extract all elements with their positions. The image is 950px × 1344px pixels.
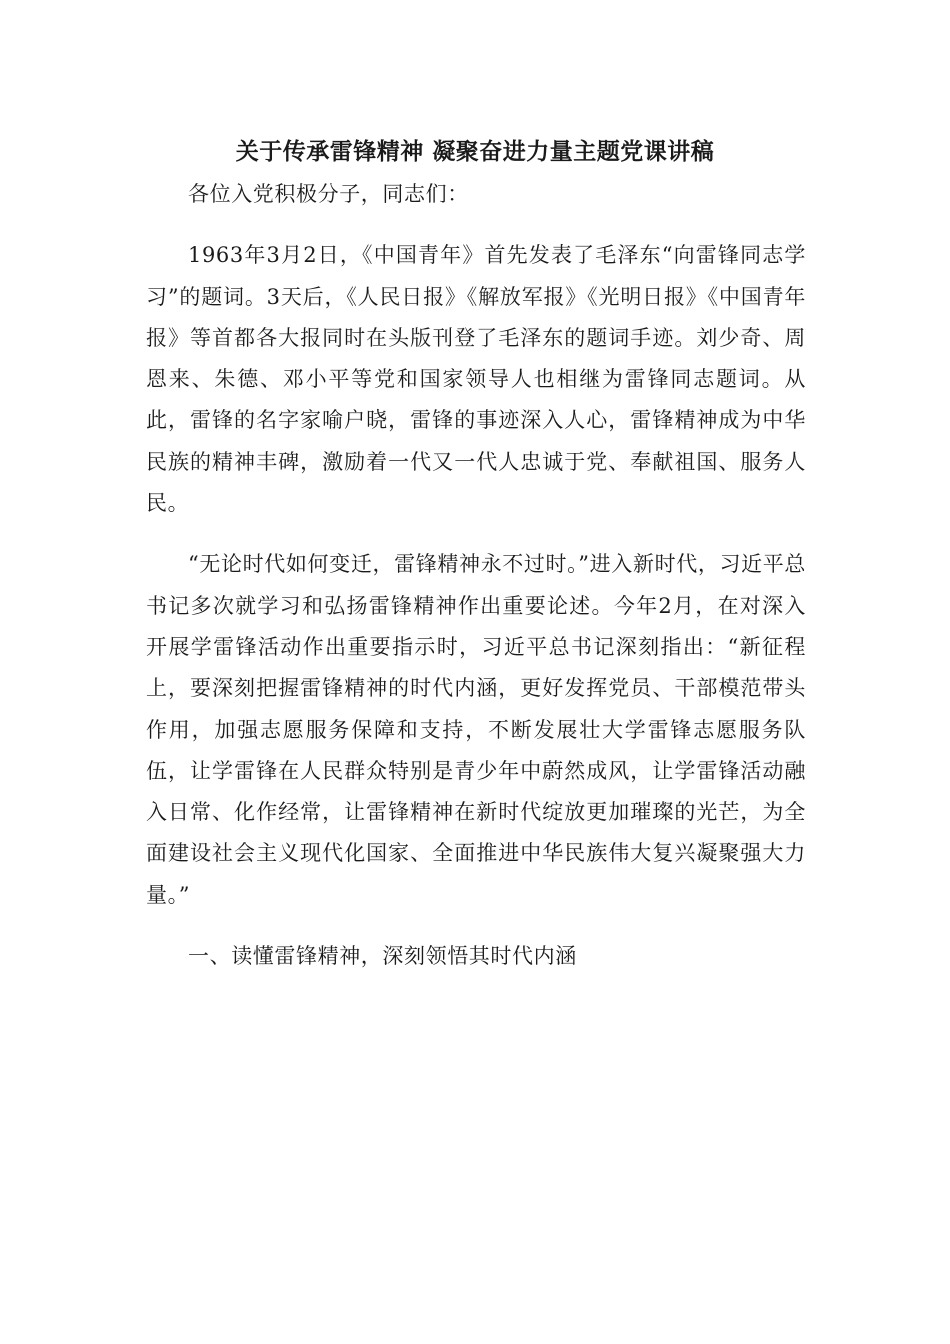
greeting-line: 各位入党积极分子，同志们： — [188, 182, 469, 206]
body-paragraph-2: “无论时代如何变迁，雷锋精神永不过时。”进入新时代，习近平总书记多次就学习和弘扬雷锋精神作出重要论述。今年2月，在对深入开展学雷锋活动作出重要指示时，习近平总书记深刻指出：“新征程上，要深刻把握雷锋精神的时代内涵，更好发挥党员、干部模范带头作用，加强志愿服务保障和支持，不断发展壮大学雷锋志愿服务队伍，让学雷锋在人民群众特别是青少年中蔚然成风，让学雷锋活动融入日常、化作经常，让雷锋精神在新时代绽放更加璀璨的光芒，为全面建设社会主义现代化国家、全面推进中华民族伟大复兴凝聚强大力量。” — [146, 552, 806, 907]
document-body — [146, 174, 806, 977]
body-paragraph-1: 1963年3月2日，《中国青年》首先发表了毛泽东“向雷锋同志学习”的题词。3天后，《人民日报》《解放军报》《光明日报》《中国青年报》等首都各大报同时在头版刊登了毛泽东的题词手迹。刘少奇、周恩来、朱德、邓小平等党和国家领导人也相继为雷锋同志题词。从此，雷锋的名字家喻户晓，雷锋的事迹深入人心，雷锋精神成为中华民族的精神丰碑，激励着一代又一代人忠诚于党、奉献祖国、服务人民。 — [146, 243, 806, 516]
document-title: 关于传承雷锋精神 凝聚奋进力量主题党课讲稿 — [235, 139, 715, 165]
section-heading: 一、读懂雷锋精神，深刻领悟其时代内涵 — [188, 944, 577, 969]
